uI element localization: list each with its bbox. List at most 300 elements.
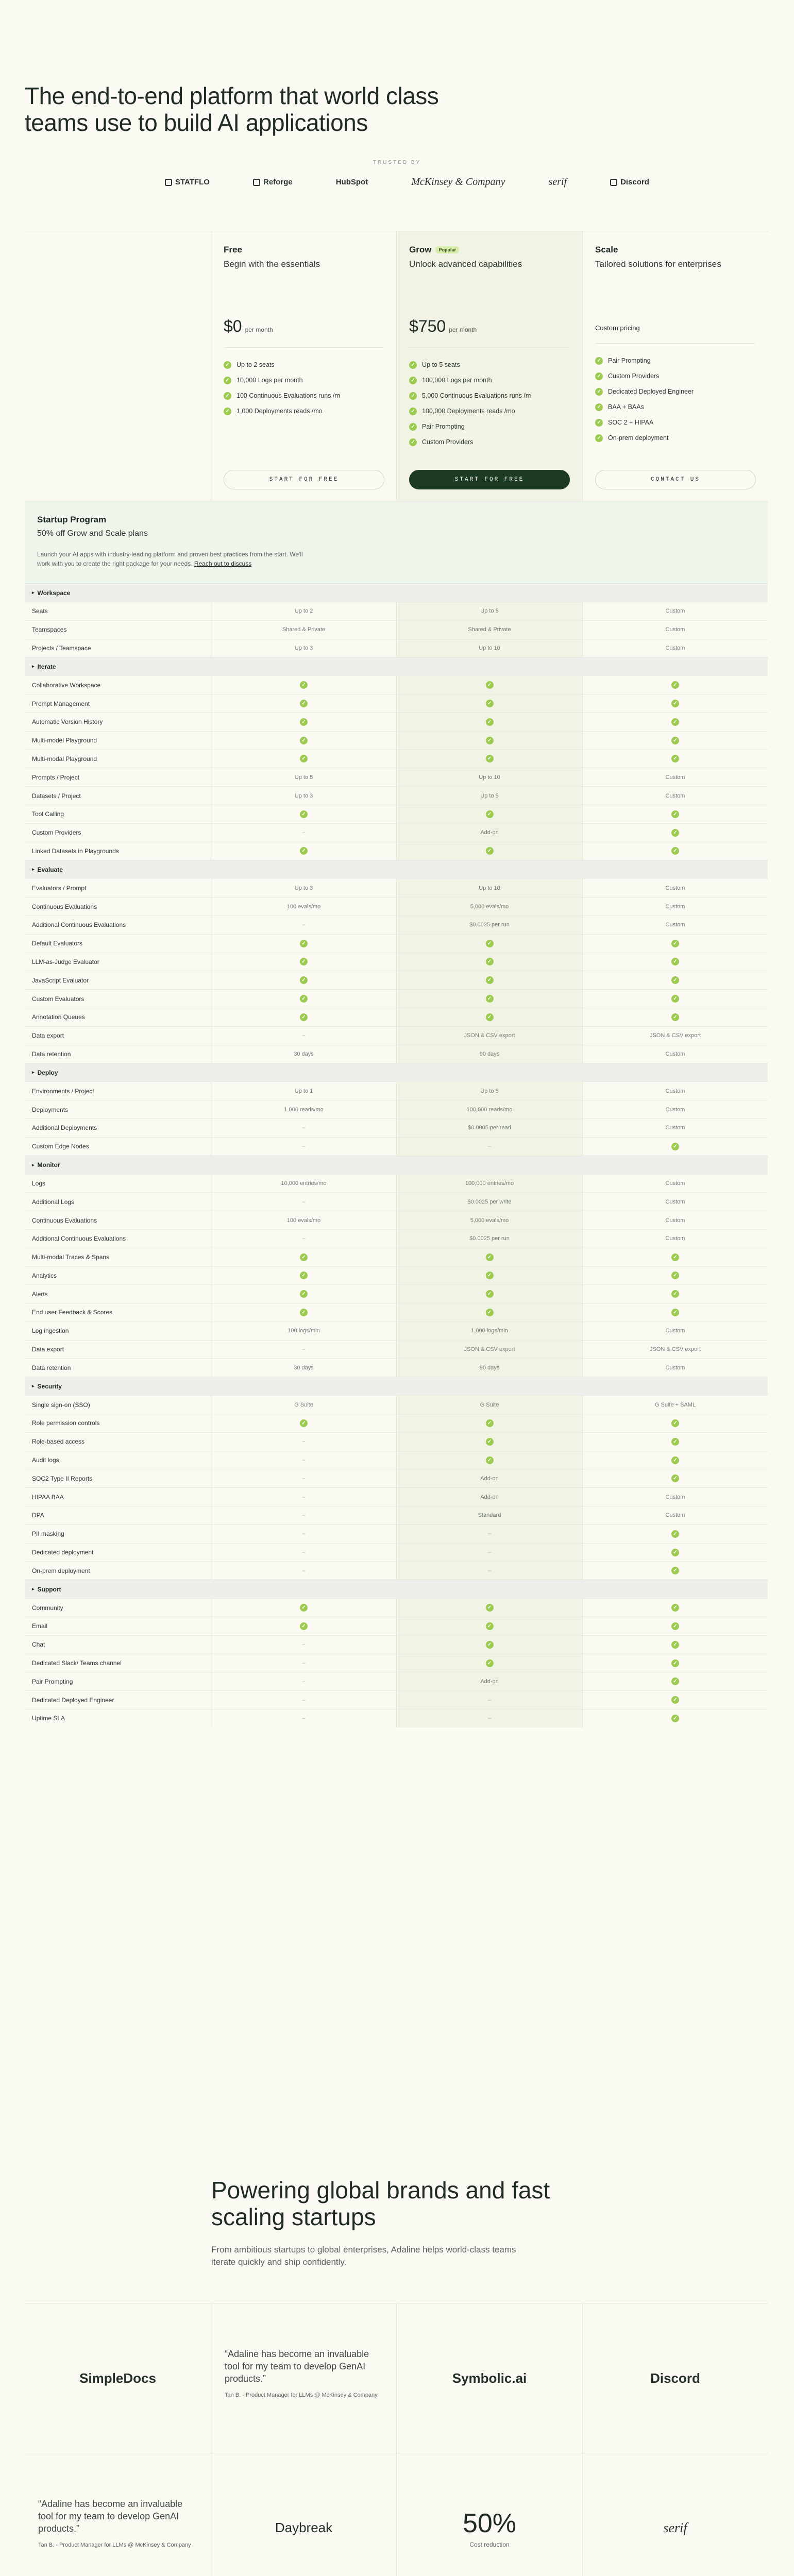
feature-name: Default Evaluators — [32, 940, 83, 947]
logo-row — [165, 176, 649, 188]
plan-value: Custom — [582, 1082, 768, 1100]
check-icon: ✓ — [224, 392, 231, 400]
chevron-icon: ▸ — [32, 867, 35, 872]
plan-value — [582, 1691, 768, 1709]
check-icon: ✓ — [486, 1659, 494, 1667]
table-row — [25, 1137, 768, 1156]
feature-name: Additional Continuous Evaluations — [32, 1235, 126, 1243]
plan-subtitle: Tailored solutions for enterprises — [595, 259, 721, 269]
table-row — [25, 1432, 768, 1451]
check-icon: ✓ — [486, 1253, 494, 1261]
plan-value — [396, 1303, 582, 1321]
plan-value: Custom — [582, 1359, 768, 1377]
plan-value — [396, 1008, 582, 1026]
check-icon: ✓ — [300, 847, 308, 855]
feature-name: Projects / Teamspace — [32, 644, 91, 652]
check-icon: ✓ — [300, 1290, 308, 1298]
plan-value: – — [396, 1138, 582, 1156]
plan-value — [582, 1654, 768, 1672]
plan-value — [582, 953, 768, 971]
table-row — [25, 989, 768, 1008]
check-icon: ✓ — [671, 700, 679, 707]
feature-name: Teamspaces — [32, 626, 67, 634]
check-icon: ✓ — [300, 700, 308, 707]
check-icon: ✓ — [486, 681, 494, 689]
plan-value — [582, 713, 768, 731]
powering-subtitle: From ambitious startups to global enterprises, Adaline helps world-class teams iterate quickly and ship confidently. — [211, 2245, 516, 2267]
feature-name: Audit logs — [32, 1456, 59, 1464]
plan-value: Custom — [582, 1119, 768, 1137]
table-row — [25, 842, 768, 860]
plan-value: Up to 3 — [211, 639, 396, 657]
plan-value: – — [211, 1506, 396, 1524]
table-row — [25, 823, 768, 842]
plan-subtitle: Unlock advanced capabilities — [409, 259, 522, 269]
check-icon: ✓ — [486, 1309, 494, 1316]
plan-value — [582, 1636, 768, 1654]
check-icon: ✓ — [486, 755, 494, 762]
plan-value — [396, 676, 582, 694]
plan-value — [396, 971, 582, 989]
section-header-security[interactable]: ▸ Security — [25, 1377, 768, 1395]
plan-value: Up to 5 — [396, 602, 582, 620]
plan-value — [396, 1636, 582, 1654]
feature-list — [409, 347, 570, 450]
check-icon: ✓ — [224, 361, 231, 369]
plan-value: 1,000 logs/min — [396, 1322, 582, 1340]
plan-value: JSON & CSV export — [396, 1027, 582, 1045]
chevron-icon: ▸ — [32, 1162, 35, 1167]
table-row — [25, 602, 768, 620]
feature-name: Chat — [32, 1641, 45, 1649]
table-row — [25, 878, 768, 897]
plan-value — [582, 1267, 768, 1285]
check-icon: ✓ — [486, 1272, 494, 1279]
table-row — [25, 1561, 768, 1580]
table-row — [25, 1598, 768, 1617]
table-row — [25, 1709, 768, 1727]
plan-value — [582, 1433, 768, 1451]
plan-value: – — [211, 1691, 396, 1709]
feature-name: End user Feedback & Scores — [32, 1309, 113, 1316]
plan-value: Up to 5 — [211, 768, 396, 786]
customer-logo: SimpleDocs — [79, 2370, 156, 2386]
feature-name: Continuous Evaluations — [32, 1216, 97, 1224]
section-header-monitor[interactable]: ▸ Monitor — [25, 1156, 768, 1174]
table-row — [25, 971, 768, 989]
check-icon: ✓ — [486, 1419, 494, 1427]
plan-value — [582, 1451, 768, 1469]
check-icon: ✓ — [300, 681, 308, 689]
plan-value — [396, 1654, 582, 1672]
section-header-workspace[interactable]: ▸ Workspace — [25, 583, 768, 602]
discuss-link[interactable]: Reach out to discuss — [194, 560, 252, 567]
customer-logo: Daybreak — [211, 2453, 396, 2576]
table-row — [25, 1248, 768, 1266]
plan-value: Custom — [582, 1175, 768, 1193]
plan-value: Custom — [582, 1488, 768, 1506]
feature-name: Multi-modal Playground — [32, 755, 97, 762]
table-row — [25, 713, 768, 731]
check-icon: ✓ — [486, 700, 494, 707]
check-icon: ✓ — [595, 388, 603, 396]
table-row — [25, 1026, 768, 1045]
plan-value: Custom — [582, 621, 768, 639]
plan-value — [211, 694, 396, 713]
feature-name: On-prem deployment — [32, 1567, 90, 1574]
plan-value: Custom — [582, 639, 768, 657]
plan-value — [211, 990, 396, 1008]
check-icon: ✓ — [671, 1013, 679, 1021]
feature-name: Multi-model Playground — [32, 737, 97, 744]
check-icon: ✓ — [486, 847, 494, 855]
plan-value: $0.0005 per read — [396, 1119, 582, 1137]
table-row — [25, 1118, 768, 1137]
check-icon: ✓ — [671, 940, 679, 947]
chevron-icon: ▸ — [32, 590, 35, 595]
feature-name: Additional Continuous Evaluations — [32, 921, 126, 929]
check-icon: ✓ — [486, 940, 494, 947]
check-icon: ✓ — [671, 718, 679, 726]
plan-value — [582, 1248, 768, 1266]
plan-value: – — [211, 1027, 396, 1045]
customer-logo: serif — [582, 2453, 768, 2576]
table-row — [25, 1303, 768, 1321]
plan-value: Custom — [582, 602, 768, 620]
feature-name: Alerts — [32, 1290, 48, 1298]
plan-value — [211, 1599, 396, 1617]
discord-icon — [610, 179, 617, 186]
table-row — [25, 897, 768, 916]
feature-name: Continuous Evaluations — [32, 903, 97, 910]
contact-us-button[interactable]: CONTACT US — [595, 470, 756, 489]
check-icon: ✓ — [671, 1641, 679, 1649]
feature-name: Log ingestion — [32, 1327, 69, 1335]
plan-value: Custom — [582, 1100, 768, 1118]
check-icon: ✓ — [300, 1622, 308, 1630]
plan-scale — [582, 231, 768, 501]
plan-value: 100,000 entries/mo — [396, 1175, 582, 1193]
table-row — [25, 1617, 768, 1635]
plan-value: Up to 3 — [211, 879, 396, 897]
plan-value: Shared & Private — [211, 621, 396, 639]
testimonial-card: “Adaline has become an invaluable tool for my team to develop GenAI products.” Tan B. - Product Manager for LLMs @ McKinsey & Company — [211, 2303, 396, 2453]
feature-name: Custom Evaluators — [32, 995, 85, 1003]
chevron-icon: ▸ — [32, 664, 35, 669]
feature-name: Single sign-on (SSO) — [32, 1401, 90, 1409]
check-icon: ✓ — [300, 718, 308, 726]
plan-value: Custom — [582, 1045, 768, 1063]
check-icon: ✓ — [595, 434, 603, 442]
table-row — [25, 750, 768, 768]
testimonial-grid — [25, 2303, 768, 2576]
powering-section — [0, 2177, 794, 2268]
plan-value: Up to 5 — [396, 1082, 582, 1100]
reforge-icon — [253, 179, 260, 186]
feature-item: ✓ 100,000 Deployments reads /mo — [409, 403, 570, 419]
feature-name: Role-based access — [32, 1438, 85, 1446]
plan-value — [582, 1285, 768, 1303]
plan-value: Custom — [582, 1193, 768, 1211]
feature-name: Prompt Management — [32, 700, 90, 707]
feature-name: Deployments — [32, 1106, 69, 1113]
plan-value — [396, 694, 582, 713]
plan-value — [396, 805, 582, 823]
table-row — [25, 953, 768, 971]
check-icon: ✓ — [671, 829, 679, 837]
check-icon: ✓ — [671, 1604, 679, 1612]
plan-value: G Suite — [211, 1396, 396, 1414]
table-row — [25, 1690, 768, 1709]
check-icon: ✓ — [300, 958, 308, 965]
table-row — [25, 675, 768, 694]
startup-program — [25, 501, 768, 583]
plan-value: Shared & Private — [396, 621, 582, 639]
check-icon: ✓ — [671, 1715, 679, 1722]
check-icon: ✓ — [486, 1622, 494, 1630]
start-free-button[interactable]: START FOR FREE — [409, 470, 570, 489]
table-row — [25, 1100, 768, 1118]
check-icon: ✓ — [300, 1272, 308, 1279]
table-row — [25, 786, 768, 805]
feature-name: Multi-modal Traces & Spans — [32, 1253, 110, 1261]
startup-text: Launch your AI apps with industry-leading platform and proven best practices from the start. We'll work with you to create the right package for your needs. Reach out to discuss — [37, 551, 303, 567]
table-row — [25, 934, 768, 953]
plan-name: Free — [224, 245, 242, 255]
plan-value: G Suite — [396, 1396, 582, 1414]
feature-item: ✓ 1,000 Deployments reads /mo — [224, 403, 384, 419]
plan-value — [582, 1672, 768, 1690]
plan-price: $0 per month — [224, 317, 273, 335]
trusted-label: TRUSTED BY — [373, 160, 421, 165]
table-row — [25, 1524, 768, 1543]
plan-value: – — [396, 1544, 582, 1562]
plan-value — [211, 1008, 396, 1026]
plan-value: G Suite + SAML — [582, 1396, 768, 1414]
plan-value: – — [211, 1525, 396, 1543]
plan-value: – — [396, 1562, 582, 1580]
feature-name: PII masking — [32, 1530, 64, 1538]
plan-value: 100 evals/mo — [211, 1211, 396, 1229]
check-icon: ✓ — [486, 1604, 494, 1612]
logo-statflo: STATFLO — [165, 178, 210, 187]
check-icon: ✓ — [486, 1290, 494, 1298]
feature-name: Custom Providers — [32, 829, 81, 837]
check-icon: ✓ — [671, 1253, 679, 1261]
plan-value — [396, 1267, 582, 1285]
plan-value: – — [211, 1709, 396, 1727]
plan-value — [211, 1285, 396, 1303]
check-icon: ✓ — [671, 1290, 679, 1298]
check-icon: ✓ — [671, 1567, 679, 1574]
plan-value: JSON & CSV export — [582, 1027, 768, 1045]
table-row — [25, 1487, 768, 1506]
section-header-support[interactable]: ▸ Support — [25, 1580, 768, 1598]
plan-value — [211, 1617, 396, 1635]
logo-mckinsey: McKinsey & Company — [411, 176, 505, 188]
plan-value — [582, 842, 768, 860]
plan-value: – — [211, 1451, 396, 1469]
feature-name: Dedicated deployment — [32, 1549, 94, 1556]
table-row — [25, 1340, 768, 1359]
table-row — [25, 1284, 768, 1303]
feature-name: Analytics — [32, 1272, 57, 1279]
plan-value — [396, 750, 582, 768]
plan-value — [582, 805, 768, 823]
feature-item: ✓ Pair Prompting — [595, 353, 755, 368]
check-icon: ✓ — [486, 1641, 494, 1649]
check-icon: ✓ — [671, 1696, 679, 1704]
check-icon: ✓ — [671, 681, 679, 689]
plan-value: – — [396, 1709, 582, 1727]
feature-item: ✓ Pair Prompting — [409, 419, 570, 434]
check-icon: ✓ — [300, 1013, 308, 1021]
feature-item: ✓ BAA + BAAs — [595, 399, 755, 415]
plan-value — [582, 990, 768, 1008]
feature-name: LLM-as-Judge Evaluator — [32, 958, 99, 965]
table-row — [25, 1451, 768, 1469]
plan-value — [396, 1285, 582, 1303]
check-icon: ✓ — [595, 372, 603, 380]
hero — [0, 0, 794, 227]
plan-value — [396, 990, 582, 1008]
section-header-iterate[interactable]: ▸ Iterate — [25, 657, 768, 675]
logo-serif: serif — [548, 176, 567, 188]
plan-value — [211, 1414, 396, 1432]
table-row — [25, 694, 768, 713]
plan-value: – — [211, 1654, 396, 1672]
plan-value: 10,000 entries/mo — [211, 1175, 396, 1193]
feature-name: Linked Datasets in Playgrounds — [32, 847, 119, 855]
plan-value: – — [211, 1193, 396, 1211]
plan-value: 100,000 reads/mo — [396, 1100, 582, 1118]
check-icon: ✓ — [409, 361, 417, 369]
customer-logo: Discord — [582, 2303, 768, 2453]
plan-value — [582, 1414, 768, 1432]
table-row — [25, 1229, 768, 1248]
popular-badge: Popular — [435, 246, 459, 253]
pricing-spacer — [25, 231, 211, 501]
plan-value — [396, 1599, 582, 1617]
check-icon: ✓ — [671, 958, 679, 965]
table-row — [25, 1321, 768, 1340]
feature-name: Automatic Version History — [32, 718, 103, 726]
feature-list — [224, 347, 384, 419]
plan-value: Up to 5 — [396, 787, 582, 805]
plan-value — [582, 1617, 768, 1635]
start-free-button[interactable]: START FOR FREE — [224, 470, 384, 489]
check-icon: ✓ — [224, 408, 231, 415]
plan-value: Custom — [582, 916, 768, 934]
check-icon: ✓ — [486, 737, 494, 744]
plan-value: – — [211, 1230, 396, 1248]
check-icon: ✓ — [486, 718, 494, 726]
feature-item: ✓ Up to 5 seats — [409, 357, 570, 372]
plan-value: Custom — [582, 1230, 768, 1248]
feature-name: Dedicated Slack/ Teams channel — [32, 1659, 122, 1667]
plan-value: 100 logs/min — [211, 1322, 396, 1340]
table-row — [25, 1192, 768, 1211]
table-row — [25, 1654, 768, 1672]
plan-value: – — [396, 1691, 582, 1709]
plan-value — [396, 1451, 582, 1469]
check-icon: ✓ — [671, 810, 679, 818]
feature-name: Tool Calling — [32, 810, 64, 818]
plan-value — [211, 750, 396, 768]
plan-price: $750 per month — [409, 317, 477, 335]
plan-value — [211, 1303, 396, 1321]
check-icon: ✓ — [300, 940, 308, 947]
feature-name: Environments / Project — [32, 1087, 94, 1095]
plan-value — [396, 1248, 582, 1266]
feature-item: ✓ SOC 2 + HIPAA — [595, 415, 755, 430]
plan-value — [396, 842, 582, 860]
customer-logo: Symbolic.ai — [396, 2303, 582, 2453]
check-icon: ✓ — [409, 423, 417, 431]
plan-value: Add-on — [396, 1672, 582, 1690]
plan-grow — [396, 231, 582, 501]
plan-value: – — [211, 1488, 396, 1506]
feature-name: Email — [32, 1622, 48, 1630]
plan-value: 30 days — [211, 1045, 396, 1063]
table-row — [25, 1635, 768, 1654]
plan-value — [582, 1138, 768, 1156]
check-icon: ✓ — [671, 847, 679, 855]
plan-value — [211, 805, 396, 823]
feature-name: Datasets / Project — [32, 792, 81, 800]
plan-value: Up to 2 — [211, 602, 396, 620]
check-icon: ✓ — [300, 995, 308, 1003]
plan-value: Custom — [582, 1211, 768, 1229]
plan-value: $0.0025 per run — [396, 916, 582, 934]
check-icon: ✓ — [671, 1677, 679, 1685]
plan-subtitle: Begin with the essentials — [224, 259, 320, 269]
plan-value — [396, 732, 582, 750]
feature-name: Additional Logs — [32, 1198, 75, 1206]
plan-value — [396, 1617, 582, 1635]
plan-value: – — [211, 1119, 396, 1137]
check-icon: ✓ — [595, 357, 603, 365]
check-icon: ✓ — [671, 1475, 679, 1482]
feature-name: Data export — [32, 1346, 64, 1353]
plan-value: 5,000 evals/mo — [396, 1211, 582, 1229]
plan-value — [582, 1709, 768, 1727]
plan-value — [582, 694, 768, 713]
plan-value: JSON & CSV export — [396, 1341, 582, 1359]
plan-value — [582, 1303, 768, 1321]
section-header-evaluate[interactable]: ▸ Evaluate — [25, 860, 768, 878]
plan-value — [396, 1414, 582, 1432]
plan-value: Add-on — [396, 1488, 582, 1506]
feature-comparison — [25, 583, 768, 1727]
table-row — [25, 805, 768, 823]
stat-card: 50% Cost reduction — [396, 2453, 582, 2576]
check-icon: ✓ — [671, 976, 679, 984]
feature-name: Evaluators / Prompt — [32, 884, 87, 892]
plan-value — [582, 750, 768, 768]
logo-hubspot: HubSpot — [335, 178, 368, 187]
plan-value — [396, 953, 582, 971]
plan-value — [582, 1599, 768, 1617]
section-header-deploy[interactable]: ▸ Deploy — [25, 1063, 768, 1081]
chevron-icon: ▸ — [32, 1070, 35, 1075]
plan-value: – — [211, 1469, 396, 1487]
plan-value: Up to 10 — [396, 639, 582, 657]
feature-name: Dedicated Deployed Engineer — [32, 1696, 114, 1704]
check-icon: ✓ — [300, 1604, 308, 1612]
plan-value: Custom — [582, 897, 768, 916]
plan-value: $0.0025 per run — [396, 1230, 582, 1248]
